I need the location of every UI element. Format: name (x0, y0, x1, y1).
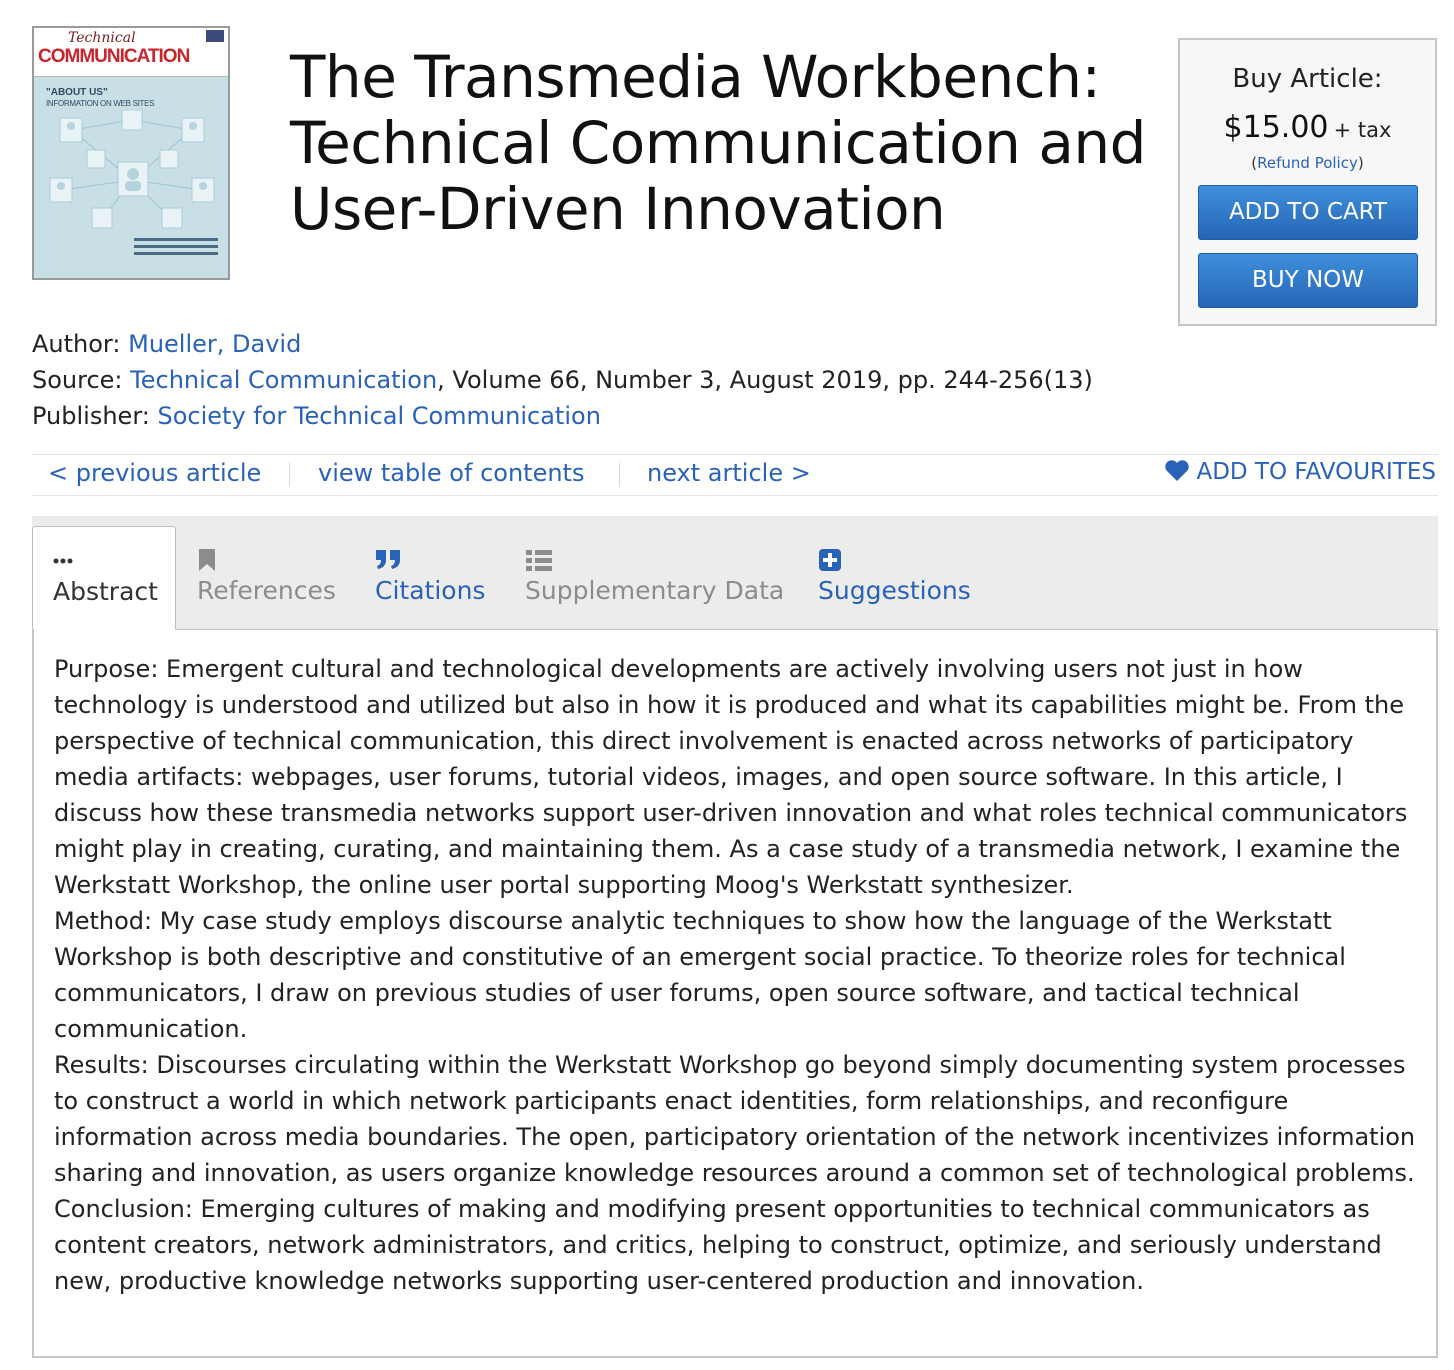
journal-link[interactable]: Technical Communication (130, 366, 438, 394)
tab-label: Abstract (53, 577, 158, 606)
article-metadata (32, 326, 1093, 434)
author-label: Author: (32, 330, 121, 358)
tab-bar (32, 516, 1438, 630)
next-article-link[interactable]: next article > (647, 459, 811, 487)
source-details: , Volume 66, Number 3, August 2019, pp. 244-256(13) (437, 366, 1093, 394)
tab-label: Supplementary Data (525, 576, 785, 605)
purpose-label: Purpose: (54, 655, 159, 683)
price: $15.00 (1223, 110, 1329, 145)
plus-square-icon (818, 548, 842, 572)
abstract-text (54, 651, 1426, 1299)
tab-citations[interactable] (356, 526, 496, 630)
cover-kicker: Technical (68, 30, 136, 46)
publisher-label: Publisher: (32, 402, 150, 430)
refund-row (1180, 154, 1435, 172)
abstract-panel (32, 629, 1438, 1358)
add-to-cart-button[interactable]: ADD TO CART (1198, 185, 1418, 240)
ellipsis-icon (53, 549, 75, 571)
cover-subhead: INFORMATION ON WEB SITES (46, 99, 155, 108)
conclusion-label: Conclusion: (54, 1195, 193, 1223)
source-label: Source: (32, 366, 123, 394)
list-icon (525, 548, 553, 572)
purpose-text: Emergent cultural and technological developments are actively involving users not just in how technology is understood and utilized but also in how it is produced and what its capabilities might be. From the perspective of technical communication, this direct involvement is enacted across networks of participatory media artifacts: webpages, user forums, tutorial videos, images, and open source software. In this article, I discuss how these transmedia networks support user-driven innovation and what roles technical communicators might play in creating, curating, and maintaining them. As a case study of a transmedia network, I examine the Werkstatt Workshop, the online user portal supporting Moog's Werkstatt synthesizer. (54, 655, 1408, 899)
author-link[interactable]: Mueller, David (128, 330, 302, 358)
tab-abstract[interactable] (32, 526, 176, 630)
tab-suggestions[interactable] (798, 526, 998, 630)
abstract-method (54, 903, 1426, 1047)
cover-network-illustration (42, 110, 222, 230)
abstract-results (54, 1047, 1426, 1191)
cover-headline: "ABOUT US" (46, 87, 108, 98)
tab-label: Suggestions (818, 576, 971, 605)
heart-icon (1164, 459, 1190, 482)
previous-article-link[interactable]: < previous article (48, 459, 262, 487)
article-title-line: The Transmedia Workbench: (290, 43, 1101, 111)
add-to-favourites-link[interactable] (1164, 459, 1436, 485)
conclusion-text: Emerging cultures of making and modifying present opportunities to technical communicators as content creators, network administrators, and critics, helping to construct, optimize, and seriously understand new, productive knowledge networks supporting user-centered production and innovation. (54, 1195, 1382, 1295)
article-navigation-bar (32, 454, 1438, 496)
cover-bullet-list (134, 238, 218, 259)
tax-label: + tax (1333, 118, 1392, 142)
price-row (1180, 110, 1435, 145)
tab-supplementary-data[interactable] (506, 526, 796, 630)
method-label: Method: (54, 907, 153, 935)
bookmark-icon (197, 548, 217, 572)
buy-heading: Buy Article: (1232, 64, 1383, 94)
buy-article-box (1178, 38, 1437, 326)
results-label: Results: (54, 1051, 149, 1079)
journal-cover-image[interactable] (32, 26, 230, 280)
article-title-line: Technical Communication and (290, 109, 1146, 177)
quote-icon (375, 548, 403, 570)
abstract-purpose (54, 651, 1426, 903)
publisher-row (32, 398, 1093, 434)
article-title-line: User-Driven Innovation (290, 175, 946, 243)
refund-paren-open: ( (1251, 154, 1258, 172)
refund-paren-close: ) (1357, 154, 1364, 172)
tab-label: References (197, 576, 336, 605)
buy-now-button[interactable]: BUY NOW (1198, 253, 1418, 308)
results-text: Discourses circulating within the Werkstatt Workshop go beyond simply documenting system processes to construct a world in which network participants enact identities, form relationships, and reconfigure information across media boundaries. The open, participatory orientation of the network incentivizes information sharing and innovation, as users organize knowledge resources around a common set of technological problems. (54, 1051, 1416, 1187)
abstract-conclusion (54, 1191, 1426, 1299)
tab-references[interactable] (176, 526, 346, 630)
add-to-favourites-label: ADD TO FAVOURITES (1196, 459, 1436, 485)
author-row (32, 326, 1093, 362)
table-of-contents-link[interactable]: view table of contents (318, 459, 585, 487)
nav-divider (289, 463, 290, 487)
article-title (290, 44, 1160, 242)
cover-masthead: COMMUNICATION (38, 46, 190, 67)
nav-divider (619, 463, 620, 487)
refund-policy-link[interactable]: Refund Policy (1257, 154, 1358, 172)
source-row (32, 362, 1093, 398)
cover-publisher-badge (206, 30, 224, 42)
publisher-link[interactable]: Society for Technical Communication (157, 402, 601, 430)
cover-masthead-area (34, 28, 228, 77)
method-text: My case study employs discourse analytic techniques to show how the language of the Werkstatt Workshop is both descriptive and constitutive of an emergent social practice. To theorize roles for technical communicators, I draw on previous studies of user forums, open source software, and tactical technical communication. (54, 907, 1346, 1043)
tab-label: Citations (375, 576, 486, 605)
